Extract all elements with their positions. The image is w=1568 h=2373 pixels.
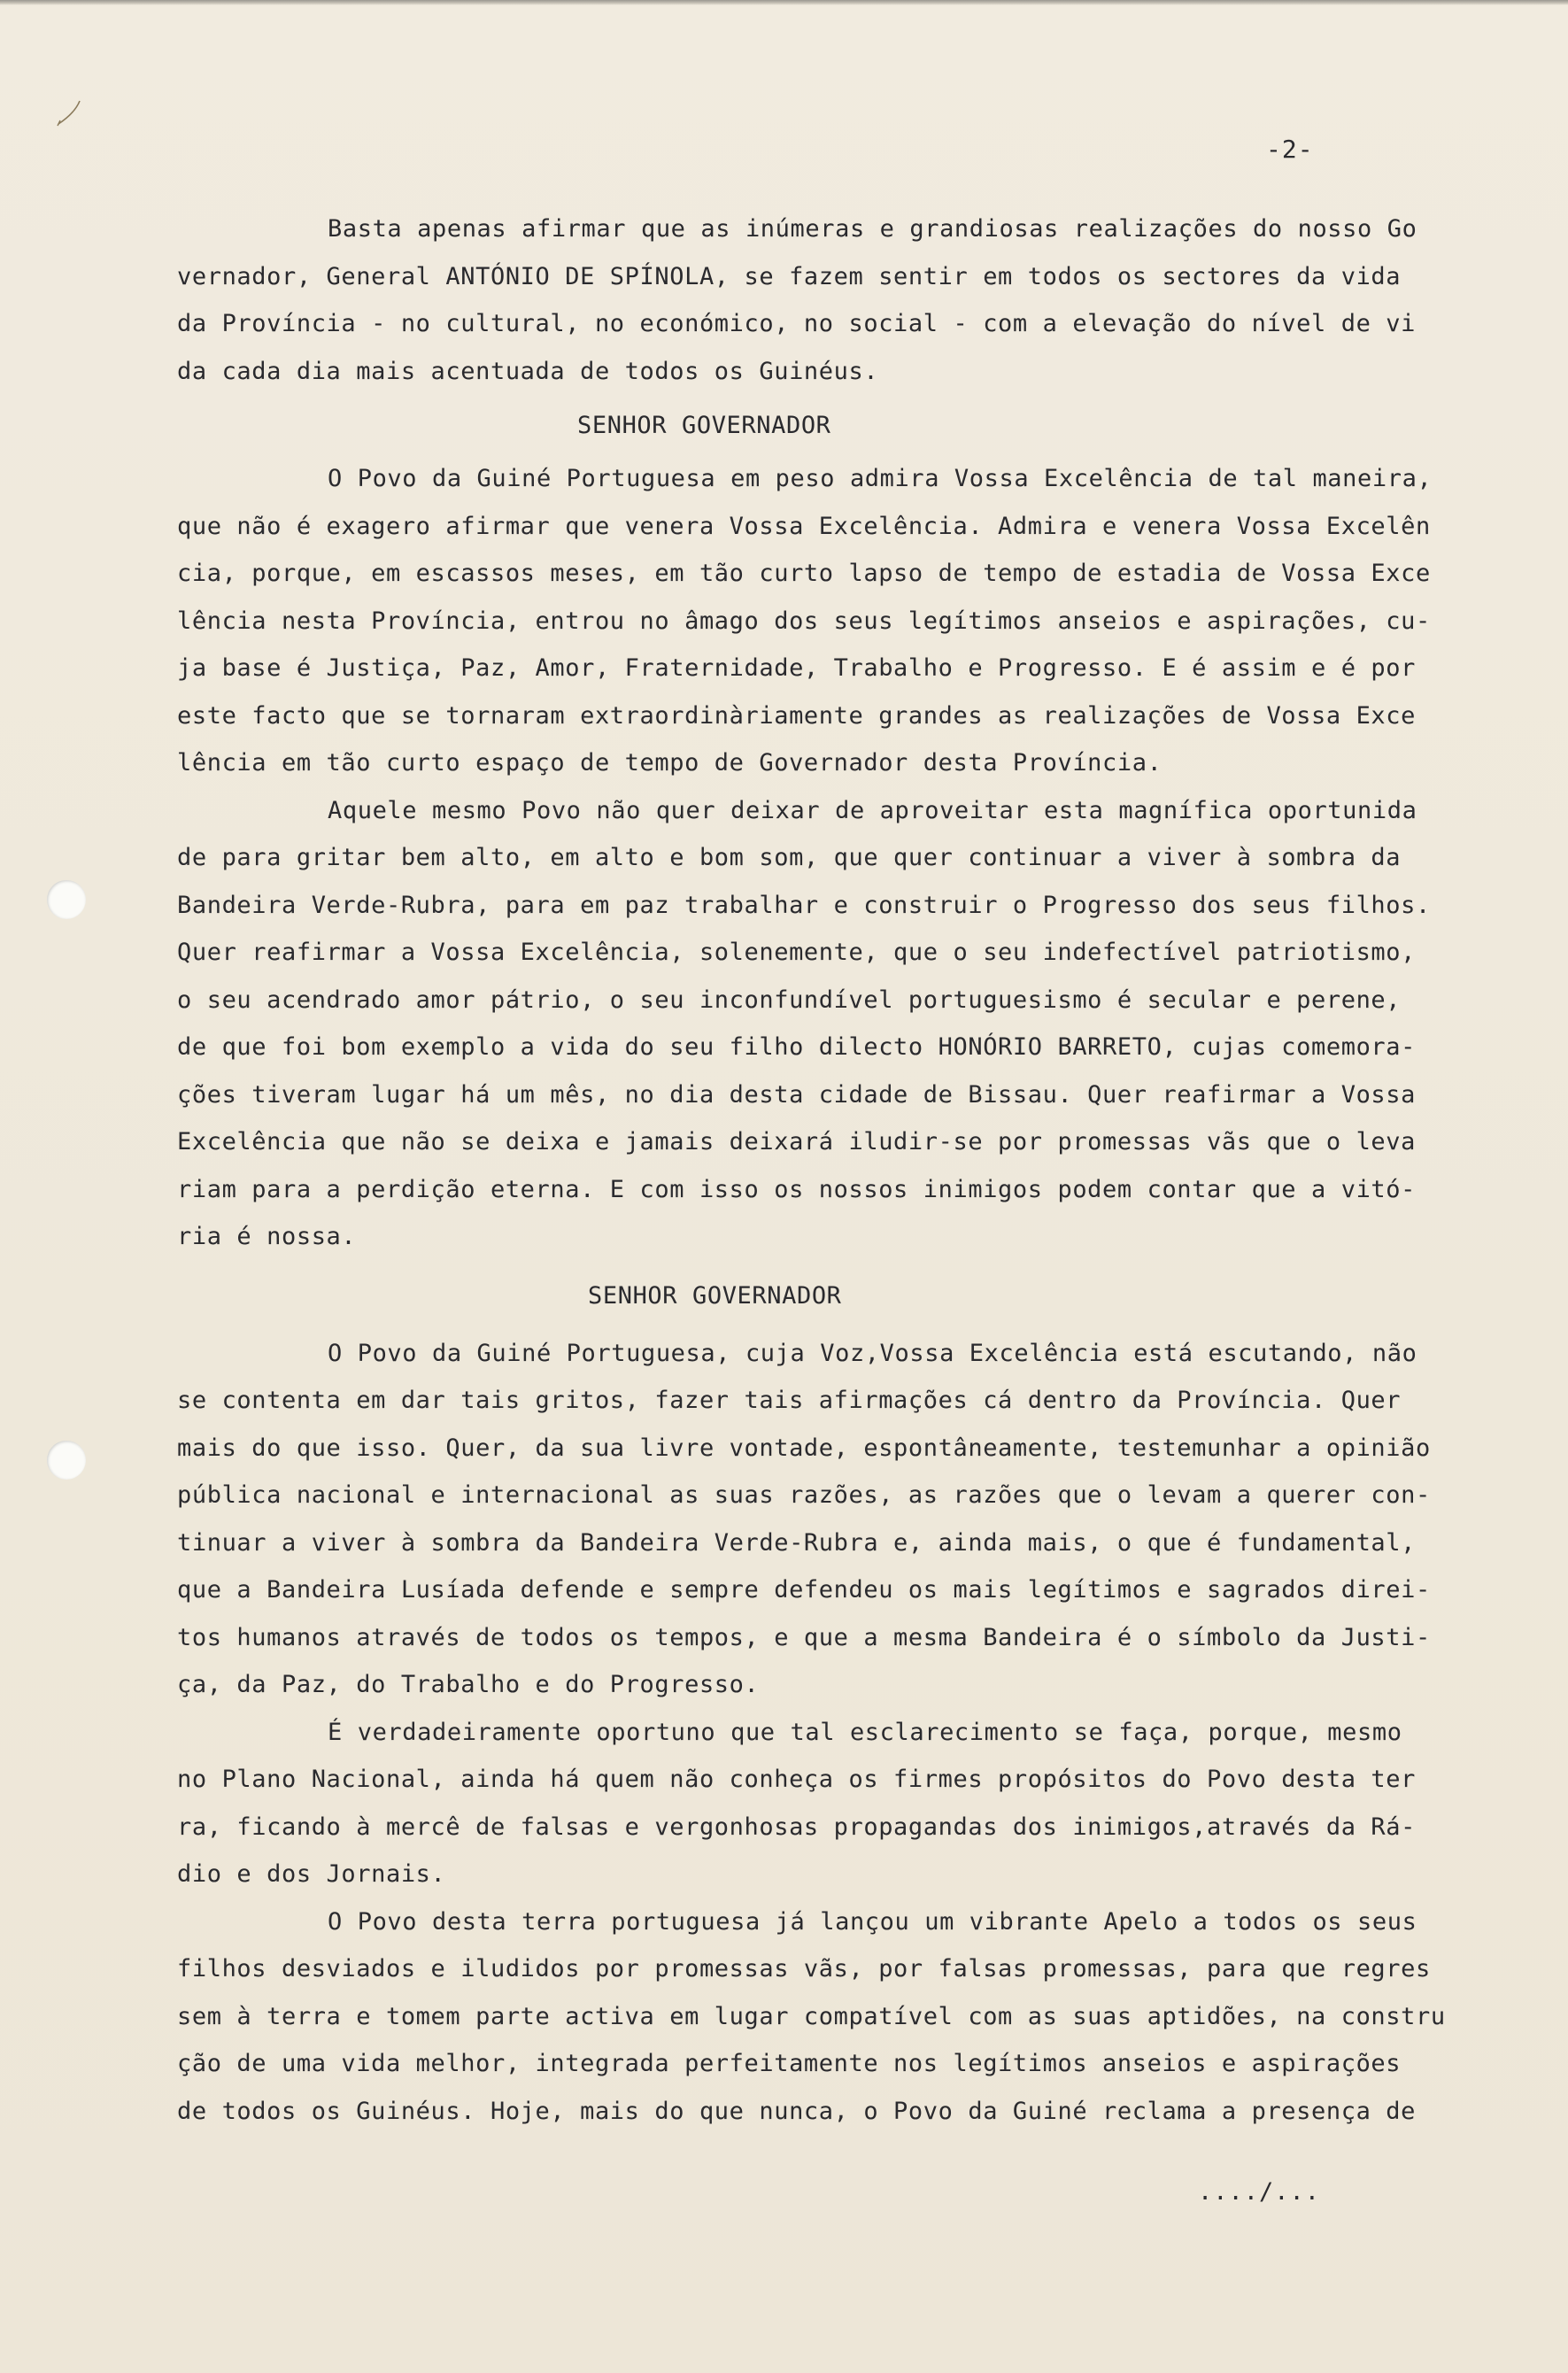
pencil-mark-icon [53,97,89,133]
section-heading: SENHOR GOVERNADOR [577,412,831,439]
text-line: lência em tão curto espaço de tempo de Governador desta Província. [177,749,1162,777]
text-line: vernador, General ANTÓNIO DE SPÍNOLA, se fazem sentir em todos os sectores da vida [177,262,1402,290]
text-line: Aquele mesmo Povo não quer deixar de aproveitar esta magnífica oportunida [328,796,1417,824]
document-body [177,205,1446,2135]
text-line: Basta apenas afirmar que as inúmeras e grandiosas realizações do nosso Go [328,215,1417,243]
text-line: O Povo da Guiné Portuguesa em peso admira Vossa Excelência de tal maneira, [328,465,1433,492]
text-line: ça, da Paz, do Trabalho e do Progresso. [177,1671,760,1698]
punch-hole-bottom [47,1441,86,1480]
text-line: ria é nossa. [177,1223,357,1250]
text-line: dio e dos Jornais. [177,1860,446,1888]
text-line: que a Bandeira Lusíada defende e sempre defendeu os mais legítimos e sagrados direi- [177,1576,1431,1604]
text-line: Quer reafirmar a Vossa Excelência, solenemente, que o seu indefectível patriotismo, [177,939,1416,966]
text-line: de que foi bom exemplo a vida do seu filho dilecto HONÓRIO BARRETO, cujas comemora- [177,1033,1416,1061]
text-line: sem à terra e tomem parte activa em lugar compatível com as suas aptidões, na constru [177,2002,1446,2030]
section-heading: SENHOR GOVERNADOR [588,1281,842,1310]
page-number: -2- [1266,135,1314,164]
text-line: Bandeira Verde-Rubra, para em paz trabalhar e construir o Progresso dos seus filhos. [177,891,1431,919]
text-line: cia, porque, em escassos meses, em tão curto lapso de tempo de estadia de Vossa Exce [177,560,1431,587]
text-line: da Província - no cultural, no económico, no social - com a elevação do nível de vi [177,310,1416,337]
text-line: mais do que isso. Quer, da sua livre vontade, espontâneamente, testemunhar a opinião [177,1434,1431,1462]
text-line: este facto que se tornaram extraordinàriamente grandes as realizações de Vossa Exce [177,701,1416,730]
page-top-edge [0,0,1568,5]
text-line: de todos os Guinéus. Hoje, mais do que nunca, o Povo da Guiné reclama a presença de [177,2097,1416,2125]
text-line: pública nacional e internacional as suas razões, as razões que o levam a querer con- [177,1481,1431,1509]
text-line: da cada dia mais acentuada de todos os Guinéus. [177,357,879,385]
text-line: Excelência que não se deixa e jamais deixará iludir-se por promessas vãs que o leva [177,1128,1416,1156]
text-line: tos humanos através de todos os tempos, e que a mesma Bandeira é o símbolo da Justi- [177,1623,1431,1651]
continuation-mark: ..../... [1198,2178,1321,2206]
text-line: no Plano Nacional, ainda há quem não conheça os firmes propósitos do Povo desta ter [177,1766,1416,1793]
text-line: que não é exagero afirmar que venera Vossa Excelência. Admira e venera Vossa Excelên [177,512,1431,540]
text-line: riam para a perdição eterna. E com isso os nossos inimigos podem contar que a vitó- [177,1175,1416,1203]
text-line: É verdadeiramente oportuno que tal esclarecimento se faça, porque, mesmo [328,1718,1402,1746]
text-line: tinuar a viver à sombra da Bandeira Verde-Rubra e, ainda mais, o que é fundamental, [177,1528,1416,1557]
text-line: ja base é Justiça, Paz, Amor, Fraternidade, Trabalho e Progresso. E é assim e é por [177,654,1416,682]
text-line: filhos desviados e iludidos por promessas vãs, por falsas promessas, para que regres [177,1955,1431,1983]
text-line: O Povo desta terra portuguesa já lançou um vibrante Apelo a todos os seus [328,1907,1417,1936]
text-line: O Povo da Guiné Portuguesa, cuja Voz,Vossa Excelência está escutando, não [328,1339,1417,1367]
text-line: lência nesta Província, entrou no âmago dos seus legítimos anseios e aspirações, cu- [177,607,1431,635]
text-line: ra, ficando à mercê de falsas e vergonhosas propagandas dos inimigos,através da Rá- [177,1813,1416,1841]
punch-hole-top [47,880,86,919]
text-line: o seu acendrado amor pátrio, o seu inconfundível portuguesismo é secular e perene, [177,986,1402,1014]
text-line: se contenta em dar tais gritos, fazer tais afirmações cá dentro da Província. Quer [177,1387,1402,1414]
text-line: de para gritar bem alto, em alto e bom som, que quer continuar a viver à sombra da [177,844,1402,871]
text-line: ção de uma vida melhor, integrada perfeitamente nos legítimos anseios e aspirações [177,2050,1402,2077]
text-line: ções tiveram lugar há um mês, no dia desta cidade de Bissau. Quer reafirmar a Vossa [177,1080,1416,1109]
